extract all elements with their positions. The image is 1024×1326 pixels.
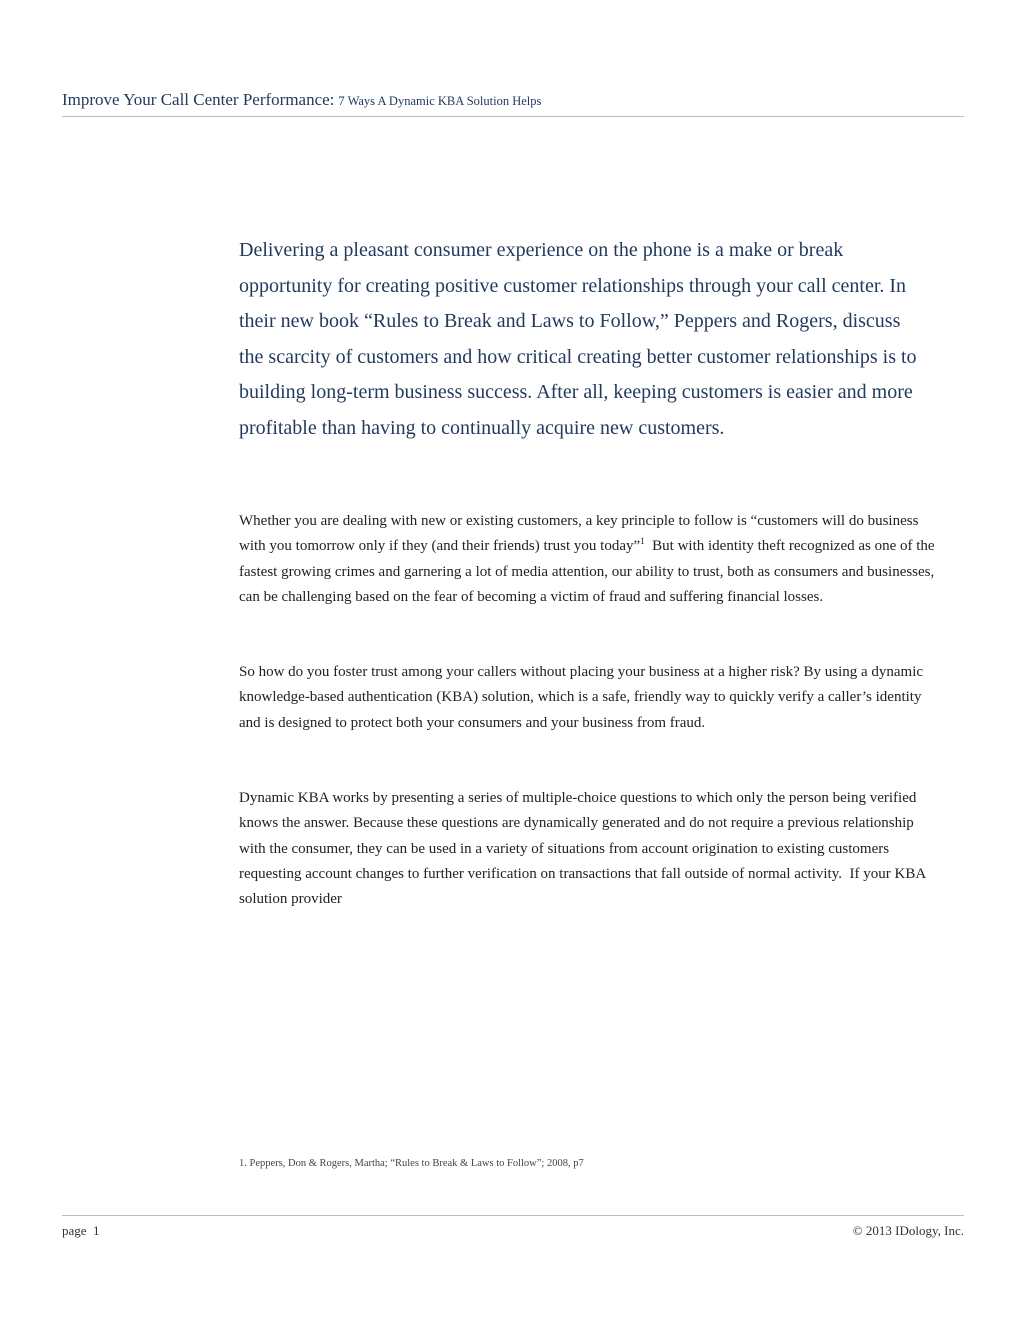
header-title: Improve Your Call Center Performance: [62, 90, 335, 109]
intro-paragraph: Delivering a pleasant consumer experience on the phone is a make or break opportunity for creating positive customer relationships through your call center. In their new book “Rules to Break and Laws to Follow,” Peppers and Rogers, discuss the scarcity of customers and how critical creating better customer relationships is to building long-term business success. After all, keeping customers is easier and more profitable than having to continually acquire new customers. [239, 239, 917, 439]
copyright-notice: © 2013 IDology, Inc. [852, 1223, 964, 1238]
body-paragraph-1-text-a: Whether you are dealing with new or existing customers, a key principle to follow is “customers will do business with you tomorrow only if they (and their friends) trust you today” [239, 513, 919, 555]
header-divider [62, 116, 964, 117]
footnote: 1. Peppers, Don & Rogers, Martha; “Rules to Break & Laws to Follow”; 2008, p7 [239, 1158, 584, 1169]
page-number: page 1 [62, 1223, 100, 1238]
body-paragraph-1-text-b: But with identity theft recognized as one of the fastest growing crimes and garnering a lot of media attention, our ability to trust, both as consumers and businesses, can be challenging based on the fear of becoming a victim of fraud and suffering financial losses. [239, 538, 939, 605]
body-paragraph-3: Dynamic KBA works by presenting a series of multiple-choice questions to which only the person being verified knows the answer. Because these questions are dynamically generated and do not require a previous relationship with the consumer, they can be used in a variety of situations from account origination to existing customers requesting account changes to further verification on transactions that fall outside of normal activity. If your KBA solution provider [239, 790, 930, 908]
page-header [62, 90, 964, 110]
header-subtitle: 7 Ways A Dynamic KBA Solution Helps [338, 94, 542, 108]
footer-divider [62, 1215, 964, 1216]
body-paragraph-1 [239, 509, 939, 610]
footnote-ref: 1 [640, 536, 645, 547]
body-paragraph-2: So how do you foster trust among your callers without placing your business at a higher risk? By using a dynamic knowledge-based authentication (KBA) solution, which is a safe, friendly way to quickly verify a caller’s identity and is designed to protect both your consumers and your business from fraud. [239, 664, 924, 731]
